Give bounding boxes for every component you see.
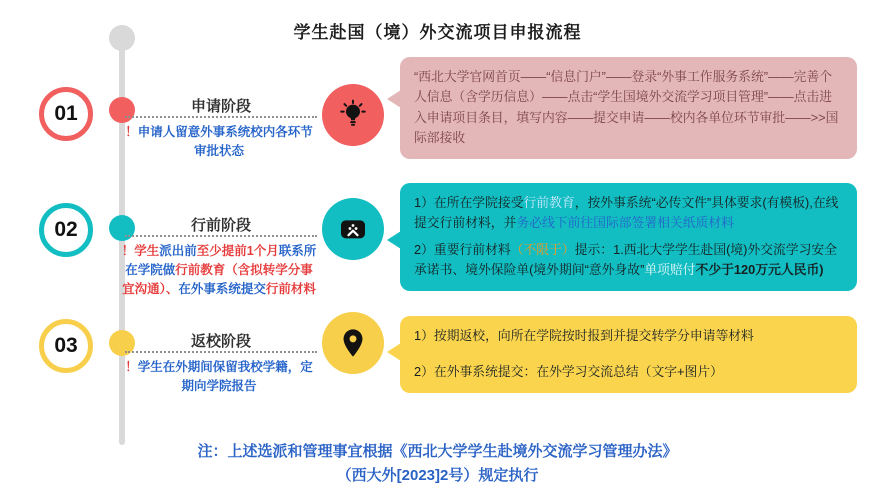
- stage-2-bubble: [400, 183, 857, 291]
- stage-3-note: ！学生在外期间保留我校学籍，定期向学院报告: [125, 360, 313, 393]
- stage-3-bubble-tail: [387, 343, 401, 361]
- location-pin-icon: [322, 312, 384, 374]
- footer-note-line-1: 注：上述选派和管理事宜根据《西北大学学生赴境外交流学习管理办法》: [197, 443, 678, 460]
- stage-1-number-badge: 01: [39, 87, 93, 141]
- stage-3-number-badge: 03: [39, 319, 93, 373]
- stage-2-bubble-item-1: 1）在所在学院接受行前教育，按外事系统“必传文件”具体要求(有模板),在线提交行前材料，并务必线下前往国际部签署相关纸质材料: [414, 195, 839, 231]
- stage-3-bubble: [400, 316, 857, 393]
- stage-2-bubble-tail: [387, 231, 401, 249]
- stage-1-label: 申请阶段: [190, 98, 251, 115]
- stage-2-note: ！学生派出前至少提前1个月联系所在学院做行前教育（含拟转学分事宜沟通）、在外事系统提交行前材料: [121, 244, 317, 296]
- stage-2-bubble-item-2: 2）重要行前材料（不限于）提示：1.西北大学学生赴国(境)外交流学习安全承诺书、境外保险单(境外期间“意外身故”单项赔付不少于120万元人民币): [414, 241, 838, 278]
- stage-2-label: 行前阶段: [190, 217, 251, 234]
- page-title: 学生赴国（境）外交流项目申报流程: [293, 23, 582, 42]
- stage-3-bubble-item-2: 2）在外事系统提交：在外学习交流总结（文字+图片）: [414, 364, 723, 380]
- stage-1-bubble-text: “西北大学官网首页——“信息门户”——登录“外事工作服务系统”——完善个人信息（含学历信息）——点击“学生国境外交流学习项目管理”——点击进入申请项目条目，填写内容——提交申请——校内各单位环节审批——>>国际部接收: [414, 69, 839, 146]
- stage-2-number-badge: 02: [39, 203, 93, 257]
- upload-materials-icon: [322, 198, 384, 260]
- stage-3-bubble-item-1: 1）按期返校，向所在学院按时报到并提交转学分申请等材料: [414, 328, 754, 343]
- stage-1-bubble: [400, 57, 857, 159]
- footer-note-line-2: （西大外[2023]2号）规定执行: [336, 467, 539, 484]
- stage-1-note: ！申请人留意外事系统校内各环节审批状态: [125, 125, 313, 158]
- stage-2-dotted-divider: [125, 235, 317, 237]
- stage-3-label: 返校阶段: [190, 333, 251, 350]
- stage-1-bubble-tail: [387, 90, 401, 108]
- stage-1-dotted-divider: [125, 116, 317, 118]
- stage-3-dotted-divider: [125, 351, 317, 353]
- lightbulb-icon: [322, 84, 384, 146]
